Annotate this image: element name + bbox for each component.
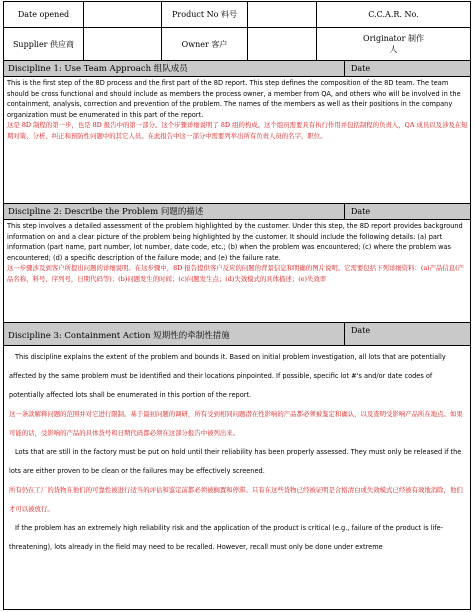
d1-title: Discipline 1: Use Team Approach 组队成员 (8, 64, 188, 74)
originator-label-line2: 人 (389, 45, 398, 54)
supplier-value[interactable] (84, 28, 162, 61)
d2-date-field[interactable] (344, 204, 470, 219)
d3-text-cn-1: 这一条款解释问题的范围并对它进行限制。基于最初问题的调研，所有受到相同问题潜在性影响的产品都必须被鉴定和确认，以及查明受影响产品所在地点。如果可能的话，受影响的产品的具体货号和日期代码都必须在这部分报告中被列出来。 (9, 410, 463, 437)
d3-body (9, 348, 466, 557)
d2-body (7, 221, 468, 285)
d2-text-cn: 这一步骤涉及到客户所提出问题的详细说明。在这步骤中，8D 报告提供客户反应的问题的背景信息和明确的图片说明。它需要包括下列详细资料：(a)产品信息(产品名称，料号，序列号，日期代码等)；(b)问题发生的时间；(c)问题发生点；(d)失效模式的具体描述；(e)失效率 (7, 264, 465, 283)
d2-date-label: Date (351, 207, 371, 216)
d3-date-label: Date (351, 326, 371, 335)
d1-text-cn: 这是 8D 制程的第一步，也是 8D 报告中的第一部分。这个步骤详细说明了 8D 组的构成。这个组员需要具有执行作用并包括制程的负责人，QA 成员以及涉及在短期对策、分析、纠正和预防性问题中的其它人员。在此报告中这一部分中需要列举出所有负责人员的名字，职位。 (7, 121, 468, 140)
d3-header (4, 322, 470, 346)
d2-header (4, 203, 470, 220)
d1-header (4, 60, 470, 77)
d3-text-en-1: This discipline explains the extent of the problem and bounds it. Based on initial problem investigation, all lots that are potentially affected by the same problem must be identified and their locations pinpointed. If possible, specific lot #'s and/or date codes of potentially affected lots shall be enumerated in this portion of the report. (9, 353, 446, 399)
d1-date-label: Date (351, 64, 371, 73)
date-opened-label: Date opened (4, 2, 84, 28)
8d-report-form (3, 1, 471, 610)
owner-label: Owner 客户 (162, 28, 248, 61)
d2-text-en: This step involves a detailed assessment of the problem highlighted by the customer. Under this step, the 8D report provides background information on and a clear picture of the problem being highlighted by the customer. It should include the following details: (a) part information (part name, part number, lot number, date code, etc.; (b) when the problem was encountered; (c) where the problem was encountered; (d) a specific description of the failure mode; and (e) the failure rate. (7, 222, 463, 262)
ccar-no-label: C.C.A.R. No. (317, 2, 470, 28)
date-opened-value[interactable] (84, 2, 162, 28)
d1-text-en: This is the first step of the 8D process and the first part of the 8D report. This step defines the composition of the 8D team. The team should be cross functional and should include as members the process owner, a member from QA, and others who will be involved in the containment, analysis, correction and prevention of the problem. The names of the members as well as their positions in the company organization must be enumerated in this part of the report. (7, 79, 461, 119)
originator-label-line1: Originator 制作 (363, 34, 424, 43)
product-no-label: Product No 料号 (162, 2, 248, 28)
d3-text-cn-2: 所有仍在工厂的货物在他们的可靠性被进行适当的评估和鉴定前都必须被搁置和停滞。只有在这些货物已经被证明是合格清白或失效模式已经被有效地消除，他们才可以被放行。 (9, 486, 463, 513)
d3-date-field[interactable] (344, 323, 470, 345)
d1-body (7, 78, 468, 142)
originator-label (317, 28, 470, 61)
owner-value[interactable] (248, 28, 317, 61)
d3-title: Discipline 3: Containment Action 短期性的牵制性措施 (8, 331, 230, 341)
d3-text-en-2: Lots that are still in the factory must be put on hold until their reliability has been properly assessed. They must only be released if the lots are either proven to be clean or the failures may be effectively screened. (9, 448, 462, 475)
d1-date-field[interactable] (344, 61, 470, 76)
product-no-value[interactable] (248, 2, 317, 28)
d2-title: Discipline 2: Describe the Problem 问题的描述 (8, 207, 204, 217)
d3-text-en-3: If the problem has an extremely high reliability risk and the application of the product is critical (e.g., failure of the product is life-threatening), lots already in the field may need to be recalled. However, recall must only be done under extreme (9, 524, 444, 551)
supplier-label: Supplier 供应商 (4, 28, 84, 61)
